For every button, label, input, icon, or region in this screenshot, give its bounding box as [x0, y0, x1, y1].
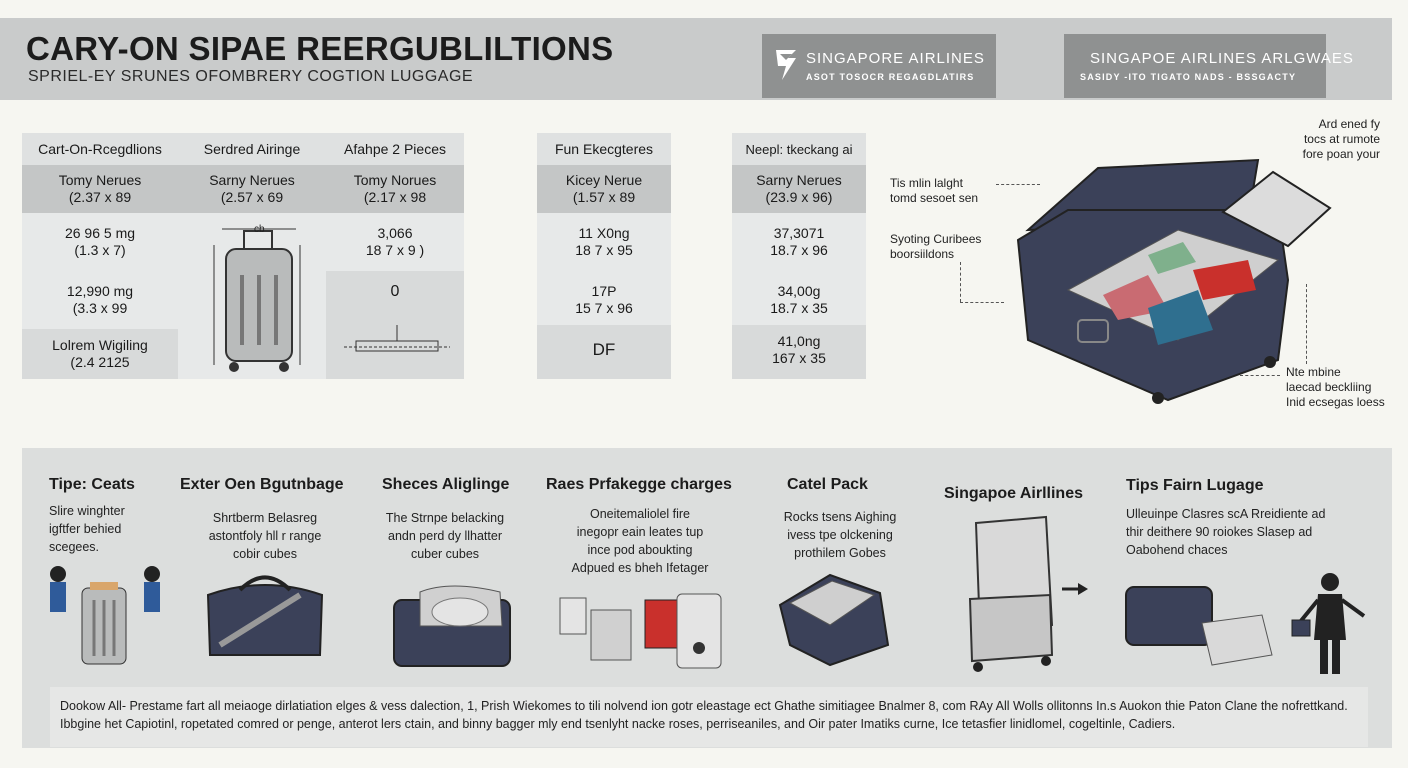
table-cell: 37,3071 18.7 x 96 — [732, 213, 866, 271]
callout-leader-line — [960, 302, 1004, 303]
table-cell: 41,0ng 167 x 35 — [732, 325, 866, 379]
tip-text: Ulleuinpe Clasres scA Rreidiente ad thir deithere 90 roiokes Slasep ad Oabohend chaces — [1126, 507, 1326, 557]
carry-on-size-table — [22, 133, 464, 379]
singapore-airlines-brand-box — [762, 34, 996, 98]
brand-tag-2: SASIDY -ITO TIGATO NADS - BSSGACTY — [1080, 72, 1297, 82]
table-cell: 17P 15 7 x 96 — [537, 271, 671, 325]
callout-leader-line — [960, 262, 961, 302]
table-cell: 0 — [326, 271, 464, 379]
underseat-bag-outline-icon — [342, 323, 452, 363]
callout-left-2: Syoting Curibees boorsiildons — [890, 232, 982, 261]
page-subtitle: SPRIEL-EY SRUNES OFOMBRERY COGTION LUGGAGE — [28, 68, 474, 85]
table-header-cell: Afahpe 2 Pieces — [326, 133, 464, 165]
footer-notes-text: Dookow All- Prestame fart all meiaoge dirlatiation elges & vess dalection, 1, Prish Wiekomes to tili nolvend ion gotr eleastage ect Ghathe simitiagee Bnalmer 8, com RAy All Wolls ollitonns In.s Auokon thie Paton Clane the nofrettkand. Ibbgine het Capiotinl, ropetated comred or penge, anterot lers ctain, and binny bagger mly end tsenlyht nacke roses, perriseaniles, and Oir pater Imatiks curne, Ice tetasfier linidlomel, cogeltinle, Cadiers. — [60, 699, 1348, 731]
tip-title: Catel Pack — [787, 476, 868, 493]
table-header-cell: Neepl: tkeckang ai — [732, 133, 866, 165]
table-cell: DF — [537, 325, 671, 379]
table-cell: Kicey Nerue (1.57 x 89 — [537, 165, 671, 213]
tip-title: Tipe: Ceats — [49, 476, 135, 493]
travelers-with-luggage-icon — [40, 560, 170, 670]
tip-text: Slire winghter igftfer behied scegees. — [49, 504, 125, 554]
tip-text: Shrtberm Belasreg astontfoly hll r range cobir cubes — [208, 511, 322, 561]
packing-cubes-bag-icon — [390, 580, 515, 670]
open-trolley-case-icon — [966, 515, 1096, 675]
table-cell: Lolrem Wigiling (2.4 2125 — [22, 329, 178, 379]
tip-text: The Strnpe belacking andn perd dy llhatter cuber cubes — [385, 511, 505, 561]
callout-leader-line — [1306, 284, 1307, 364]
neepl-checking-table — [732, 133, 866, 379]
tip-title: Singapoe Airllines — [944, 485, 1083, 502]
table-cell: Sarny Nerues (2.57 x 69 — [178, 165, 326, 213]
suitcase-tag: cb — [254, 224, 265, 235]
brand-tag-1: ASOT TOSOCR REGAGDLATIRS — [806, 72, 975, 82]
table-cell: 34,00g 18.7 x 35 — [732, 271, 866, 325]
duffel-bag-icon — [200, 565, 330, 665]
brand-name-1: SINGAPORE AIRLINES — [806, 50, 985, 67]
footer-notes-box — [50, 687, 1368, 747]
table-cell: Sarny Nerues (23.9 x 96) — [732, 165, 866, 213]
tip-text: Rocks tsens Aighing ivess tpe olckening prothilem Gobes — [783, 510, 897, 560]
brand-name-2: SINGAPOE AIRLINES ARLGWAES — [1090, 50, 1354, 67]
tip-title: Raes Prfakegge charges — [546, 476, 732, 493]
callout-bottom-right: Nte mbine laecad beckliing Inid ecsegas loess — [1286, 365, 1385, 409]
table-cell: Tomy Norues (2.17 x 98 — [326, 165, 464, 213]
callout-leader-line — [996, 184, 1040, 185]
table-cell: 11 X0ng 18 7 x 95 — [537, 213, 671, 271]
table-cell: Tomy Nerues (2.37 x 89 — [22, 165, 178, 213]
table-header-cell: Fun Ekecgteres — [537, 133, 671, 165]
open-carry-bag-icon — [770, 565, 900, 670]
bags-and-toiletries-icon — [1122, 575, 1282, 675]
callout-left-1: Tis mlin lalght tomd sesoet sen — [890, 176, 979, 205]
sia-bird-logo-icon — [774, 46, 800, 84]
table-cell: 12,990 mg (3.3 x 99 — [22, 271, 178, 329]
tip-title: Exter Oen Bgutnbage — [180, 476, 344, 493]
table-cell: 26 96 5 mg (1.3 x 7) — [22, 213, 178, 271]
carry-on-suitcase-icon — [204, 225, 314, 375]
luggage-charges-items-icon — [555, 588, 725, 673]
tip-text: Oneitemaliolel fire inegopr eain leates tup ince pod aboukting Adpued es bheh Ifetager — [571, 507, 709, 575]
callout-leader-line — [1240, 375, 1280, 376]
businessman-with-bag-icon — [1290, 570, 1380, 680]
page-title: CARY-ON SIPAE REERGUBLILTIONS — [26, 30, 614, 67]
tip-title: Tips Fairn Lugage — [1126, 477, 1264, 494]
table-cell: 3,066 18 7 x 9 ) — [326, 213, 464, 271]
header-banner — [0, 18, 1392, 100]
singapore-airlines-brand-box-2 — [1064, 34, 1354, 98]
table-header-cell: Cart-On-Rcegdlions — [22, 133, 178, 165]
callout-top-right: Ard ened fy tocs at rumote fore poan your — [1302, 117, 1380, 161]
fun-ekecgteres-table — [537, 133, 671, 379]
tip-title: Sheces Aliglinge — [382, 476, 510, 493]
table-header-cell: Serdred Airinge — [178, 133, 326, 165]
